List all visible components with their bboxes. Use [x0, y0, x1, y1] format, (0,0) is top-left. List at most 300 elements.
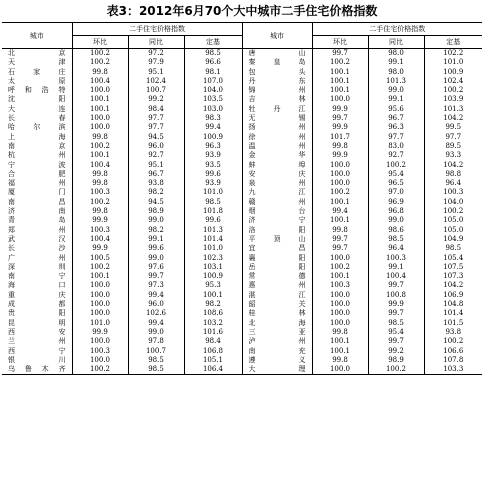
huanbi-value-right: 100.0 [312, 309, 368, 318]
table-row [2, 123, 482, 132]
tongbi-value-left: 97.3 [128, 281, 184, 290]
tongbi-value-right: 100.2 [368, 161, 424, 170]
huanbi-value-right: 99.7 [312, 114, 368, 123]
table-row [2, 319, 482, 328]
city-name-right: 洛 阳 [242, 226, 312, 235]
city-name-right: 烟 台 [242, 207, 312, 216]
huanbi-value-right: 100.2 [312, 263, 368, 272]
dingji-value-left: 104.0 [184, 86, 242, 95]
dingji-value-left: 106.8 [184, 347, 242, 356]
huanbi-value-left: 100.1 [72, 151, 128, 160]
dingji-value-right: 104.2 [424, 161, 482, 170]
huanbi-value-left: 100.0 [72, 300, 128, 309]
city-name-right: 韶 关 [242, 300, 312, 309]
tongbi-value-left: 100.7 [128, 86, 184, 95]
city-name-right: 泸 州 [242, 337, 312, 346]
tongbi-value-right: 96.5 [368, 179, 424, 188]
dingji-value-right: 107.8 [424, 356, 482, 365]
huanbi-value-right: 99.7 [312, 235, 368, 244]
city-name-left: 哈尔滨 [8, 123, 66, 132]
table-row [2, 272, 482, 281]
huanbi-header-right: 环比 [312, 36, 368, 49]
dingji-value-left: 106.4 [184, 365, 242, 375]
huanbi-value-left: 100.0 [72, 356, 128, 365]
dingji-value-right: 104.8 [424, 300, 482, 309]
city-name-right: 遵 义 [242, 356, 312, 365]
city-name-left: 深 圳 [8, 262, 66, 271]
tongbi-value-left: 99.7 [128, 272, 184, 281]
tongbi-value-right: 97.0 [368, 188, 424, 197]
city-name-right: 吉 林 [242, 95, 312, 104]
table-row [2, 291, 482, 300]
huanbi-value-right: 100.0 [312, 161, 368, 170]
table-row [2, 142, 482, 151]
dingji-value-right: 104.9 [424, 235, 482, 244]
tongbi-value-right: 98.0 [368, 49, 424, 59]
city-name-right: 岳 阳 [242, 263, 312, 272]
tongbi-value-left: 97.2 [128, 49, 184, 59]
dingji-value-left: 93.9 [184, 179, 242, 188]
city-name-right: 丹 东 [242, 77, 312, 86]
huanbi-value-right: 99.8 [312, 142, 368, 151]
city-name-left: 石家庄 [8, 67, 66, 76]
dingji-value-left: 108.6 [184, 309, 242, 318]
tongbi-value-right: 98.6 [368, 226, 424, 235]
table-row [2, 365, 482, 375]
city-name-left: 合 肥 [8, 169, 66, 178]
tongbi-value-left: 97.6 [128, 263, 184, 272]
huanbi-value-left: 99.8 [72, 133, 128, 142]
city-name-left: 武 汉 [8, 234, 66, 243]
dingji-value-right: 98.8 [424, 170, 482, 179]
dingji-value-right: 101.5 [424, 319, 482, 328]
city-name-left: 南 宁 [8, 272, 66, 281]
table-title: 表3：2012年6月70个大中城市二手住宅价格指数 [106, 4, 378, 18]
huanbi-value-left: 100.4 [72, 77, 128, 86]
tongbi-value-left: 94.5 [128, 133, 184, 142]
dingji-value-left: 102.3 [184, 254, 242, 263]
dingji-value-left: 99.6 [184, 216, 242, 225]
huanbi-value-right: 100.1 [312, 77, 368, 86]
city-name-right: 徐 州 [242, 133, 312, 142]
city-name-left: 重 庆 [8, 290, 66, 299]
tongbi-value-right: 100.4 [368, 272, 424, 281]
huanbi-value-left: 99.8 [72, 68, 128, 77]
huanbi-value-left: 100.1 [72, 272, 128, 281]
huanbi-value-left: 100.0 [72, 123, 128, 132]
huanbi-value-left: 100.4 [72, 235, 128, 244]
tongbi-value-right: 97.7 [368, 133, 424, 142]
city-name-left: 福 州 [8, 179, 66, 188]
huanbi-value-left: 100.5 [72, 254, 128, 263]
tongbi-value-right: 99.1 [368, 95, 424, 104]
tongbi-value-left: 94.5 [128, 198, 184, 207]
table-row [2, 263, 482, 272]
huanbi-value-left: 100.3 [72, 347, 128, 356]
city-header-left: 城市 [2, 23, 72, 49]
dingji-value-left: 98.5 [184, 49, 242, 59]
city-name-left: 南 昌 [8, 197, 66, 206]
huanbi-value-right: 99.9 [312, 123, 368, 132]
table-row [2, 356, 482, 365]
table-row [2, 216, 482, 225]
huanbi-header-left: 环比 [72, 36, 128, 49]
huanbi-value-left: 99.9 [72, 216, 128, 225]
table-row [2, 207, 482, 216]
city-name-left: 呼和浩特 [8, 86, 66, 95]
city-header-right: 城市 [242, 23, 312, 49]
huanbi-value-right: 99.8 [312, 356, 368, 365]
city-name-left: 乌鲁木齐 [2, 365, 72, 375]
huanbi-value-right: 99.8 [312, 226, 368, 235]
tongbi-value-left: 99.0 [128, 328, 184, 337]
tongbi-value-right: 99.0 [368, 216, 424, 225]
city-name-right: 湛 江 [242, 291, 312, 300]
table-row [2, 244, 482, 253]
huanbi-value-left: 100.4 [72, 161, 128, 170]
tongbi-value-left: 93.8 [128, 179, 184, 188]
city-name-left: 厦 门 [8, 188, 66, 197]
city-name-right: 温 州 [242, 142, 312, 151]
tongbi-value-right: 100.2 [368, 365, 424, 375]
dingji-value-left: 98.5 [184, 198, 242, 207]
huanbi-value-left: 100.2 [72, 198, 128, 207]
tongbi-value-right: 96.4 [368, 244, 424, 253]
tongbi-value-left: 98.5 [128, 365, 184, 375]
city-name-right: 九 江 [242, 188, 312, 197]
huanbi-value-right: 100.0 [312, 95, 368, 104]
table-row [2, 95, 482, 104]
huanbi-value-left: 100.2 [72, 58, 128, 67]
tongbi-value-left: 99.0 [128, 254, 184, 263]
city-name-right: 金 华 [242, 151, 312, 160]
dingji-value-left: 98.4 [184, 337, 242, 346]
tongbi-value-left: 97.7 [128, 114, 184, 123]
dingji-value-right: 100.2 [424, 86, 482, 95]
huanbi-value-left: 100.3 [72, 188, 128, 197]
dingji-value-right: 100.9 [424, 68, 482, 77]
huanbi-value-right: 99.7 [312, 49, 368, 59]
table-row [2, 114, 482, 123]
table-row [2, 133, 482, 142]
dingji-value-right: 107.5 [424, 263, 482, 272]
city-name-left: 银 川 [8, 355, 66, 364]
dingji-value-left: 101.6 [184, 328, 242, 337]
dingji-value-left: 105.1 [184, 356, 242, 365]
tongbi-value-left: 97.7 [128, 123, 184, 132]
tongbi-value-right: 95.4 [368, 328, 424, 337]
tongbi-value-right: 101.3 [368, 77, 424, 86]
table-row [2, 161, 482, 170]
huanbi-value-right: 100.1 [312, 337, 368, 346]
tongbi-value-right: 100.3 [368, 254, 424, 263]
dingji-value-left: 100.9 [184, 133, 242, 142]
dingji-value-right: 100.2 [424, 337, 482, 346]
huanbi-value-right: 100.1 [312, 347, 368, 356]
huanbi-value-left: 100.0 [72, 86, 128, 95]
tongbi-value-right: 99.7 [368, 337, 424, 346]
tongbi-value-right: 95.4 [368, 170, 424, 179]
table-row [2, 281, 482, 290]
tongbi-value-right: 99.7 [368, 281, 424, 290]
table-row [2, 309, 482, 318]
tongbi-value-right: 98.5 [368, 235, 424, 244]
dingji-value-right: 96.4 [424, 179, 482, 188]
huanbi-value-left: 100.2 [72, 142, 128, 151]
city-name-right: 三 亚 [242, 328, 312, 337]
city-name-left: 海 口 [8, 281, 66, 290]
dingji-value-left: 103.2 [184, 319, 242, 328]
dingji-value-right: 105.0 [424, 226, 482, 235]
dingji-value-right: 104.0 [424, 198, 482, 207]
huanbi-value-right: 99.8 [312, 328, 368, 337]
tongbi-value-right: 96.3 [368, 123, 424, 132]
table-row [2, 151, 482, 160]
huanbi-value-left: 100.2 [72, 365, 128, 375]
dingji-value-right: 93.8 [424, 328, 482, 337]
dingji-value-right: 103.9 [424, 95, 482, 104]
table-row [2, 337, 482, 346]
tongbi-value-left: 99.4 [128, 319, 184, 328]
city-name-left: 北 京 [8, 49, 66, 57]
city-name-right: 扬 州 [242, 123, 312, 132]
dingji-value-left: 107.0 [184, 77, 242, 86]
table-body [2, 49, 482, 375]
city-name-left: 长 沙 [8, 244, 66, 253]
city-name-left: 太 原 [8, 76, 66, 85]
city-name-left: 大 连 [8, 104, 66, 113]
dingji-value-left: 98.2 [184, 300, 242, 309]
dingji-value-left: 103.5 [184, 95, 242, 104]
city-name-left: 昆 明 [8, 318, 66, 327]
dingji-value-right: 93.3 [424, 151, 482, 160]
table-row [2, 86, 482, 95]
tongbi-value-left: 92.7 [128, 151, 184, 160]
dingji-value-right: 100.2 [424, 207, 482, 216]
huanbi-value-left: 99.8 [72, 179, 128, 188]
dingji-value-left: 93.5 [184, 161, 242, 170]
tongbi-value-left: 102.6 [128, 309, 184, 318]
dingji-value-right: 102.2 [424, 49, 482, 59]
tongbi-value-left: 97.8 [128, 337, 184, 346]
tongbi-value-left: 98.9 [128, 207, 184, 216]
price-index-table [2, 22, 482, 375]
huanbi-value-left: 99.8 [72, 170, 128, 179]
tongbi-header-right: 同比 [368, 36, 424, 49]
table-row [2, 347, 482, 356]
dingji-value-right: 107.3 [424, 272, 482, 281]
tongbi-value-left: 96.0 [128, 142, 184, 151]
city-name-left: 长 春 [8, 114, 66, 123]
city-name-left: 兰 州 [8, 337, 66, 346]
dingji-value-right: 103.3 [424, 365, 482, 375]
tongbi-value-left: 98.5 [128, 356, 184, 365]
table-row [2, 58, 482, 67]
dingji-value-right: 102.4 [424, 77, 482, 86]
dingji-value-left: 103.0 [184, 105, 242, 114]
city-name-right: 唐 山 [242, 49, 312, 59]
tongbi-value-left: 96.7 [128, 170, 184, 179]
city-name-left: 杭 州 [8, 151, 66, 160]
dingji-value-right: 101.0 [424, 58, 482, 67]
table-row [2, 68, 482, 77]
dingji-value-left: 95.3 [184, 281, 242, 290]
city-name-right: 常 德 [242, 272, 312, 281]
dingji-value-right: 105.4 [424, 254, 482, 263]
tongbi-value-left: 100.7 [128, 347, 184, 356]
huanbi-value-left: 99.9 [72, 244, 128, 253]
dingji-value-right: 89.5 [424, 142, 482, 151]
huanbi-value-right: 100.1 [312, 216, 368, 225]
tongbi-value-right: 98.0 [368, 68, 424, 77]
table-row [2, 300, 482, 309]
dingji-value-left: 103.1 [184, 263, 242, 272]
city-name-left: 西 安 [8, 327, 66, 336]
dingji-value-left: 98.3 [184, 114, 242, 123]
city-name-right: 南 充 [242, 347, 312, 356]
city-name-right: 安 庆 [242, 170, 312, 179]
dingji-header-right: 定基 [424, 36, 482, 49]
tongbi-value-right: 98.5 [368, 319, 424, 328]
tongbi-value-right: 99.7 [368, 309, 424, 318]
city-name-right: 牡丹江 [242, 105, 312, 114]
city-name-left: 青 岛 [8, 216, 66, 225]
city-name-right: 惠 州 [242, 281, 312, 290]
city-name-right: 赣 州 [242, 198, 312, 207]
city-name-left: 上 海 [8, 132, 66, 141]
tongbi-value-right: 99.2 [368, 347, 424, 356]
city-name-right: 桂 林 [242, 309, 312, 318]
tongbi-value-right: 83.0 [368, 142, 424, 151]
huanbi-value-left: 100.0 [72, 281, 128, 290]
tongbi-value-right: 96.7 [368, 114, 424, 123]
huanbi-value-left: 100.0 [72, 309, 128, 318]
huanbi-value-right: 99.7 [312, 244, 368, 253]
city-name-left: 广 州 [8, 253, 66, 262]
tongbi-value-right: 92.7 [368, 151, 424, 160]
huanbi-value-left: 100.2 [72, 263, 128, 272]
dingji-value-left: 93.9 [184, 151, 242, 160]
huanbi-value-right: 100.2 [312, 58, 368, 67]
tongbi-value-right: 98.9 [368, 356, 424, 365]
huanbi-value-right: 99.9 [312, 105, 368, 114]
tongbi-value-left: 96.0 [128, 300, 184, 309]
tongbi-value-right: 99.1 [368, 263, 424, 272]
dingji-header-left: 定基 [184, 36, 242, 49]
city-name-left: 南 京 [8, 141, 66, 150]
city-name-right: 锦 州 [242, 86, 312, 95]
table-row [2, 226, 482, 235]
huanbi-value-right: 100.1 [312, 86, 368, 95]
huanbi-value-right: 100.1 [312, 68, 368, 77]
city-name-right: 平顶山 [242, 235, 312, 244]
tongbi-value-right: 100.8 [368, 291, 424, 300]
huanbi-value-right: 100.1 [312, 198, 368, 207]
dingji-value-right: 100.3 [424, 188, 482, 197]
huanbi-value-right: 100.2 [312, 188, 368, 197]
huanbi-value-right: 100.0 [312, 179, 368, 188]
dingji-value-right: 104.2 [424, 114, 482, 123]
table-row [2, 170, 482, 179]
city-name-right: 秦皇岛 [242, 58, 312, 67]
huanbi-value-left: 100.0 [72, 291, 128, 300]
city-name-left: 天 津 [8, 58, 66, 67]
table-row [2, 254, 482, 263]
table-row [2, 235, 482, 244]
table-row [2, 77, 482, 86]
city-name-right: 北 海 [242, 319, 312, 328]
tongbi-value-left: 98.2 [128, 188, 184, 197]
dingji-value-left: 100.1 [184, 291, 242, 300]
tongbi-value-right: 96.9 [368, 198, 424, 207]
huanbi-value-left: 100.2 [72, 49, 128, 59]
tongbi-value-left: 99.0 [128, 216, 184, 225]
group-header-left: 二手住宅价格指数 [72, 23, 242, 36]
table-row [2, 188, 482, 197]
tongbi-value-right: 96.8 [368, 207, 424, 216]
city-name-right: 宜 昌 [242, 244, 312, 253]
tongbi-value-left: 98.2 [128, 226, 184, 235]
table-row [2, 105, 482, 114]
city-name-right: 襄 阳 [242, 254, 312, 263]
huanbi-value-left: 100.1 [72, 105, 128, 114]
table-row [2, 179, 482, 188]
huanbi-value-right: 101.7 [312, 133, 368, 142]
tongbi-value-left: 95.1 [128, 161, 184, 170]
city-name-left: 成 都 [8, 300, 66, 309]
huanbi-value-right: 100.1 [312, 272, 368, 281]
huanbi-value-left: 100.1 [72, 95, 128, 104]
dingji-value-right: 105.0 [424, 216, 482, 225]
huanbi-value-right: 100.0 [312, 254, 368, 263]
tongbi-value-left: 99.2 [128, 95, 184, 104]
city-name-left: 贵 阳 [8, 309, 66, 318]
dingji-value-left: 96.3 [184, 142, 242, 151]
city-name-left: 济 南 [8, 207, 66, 216]
huanbi-value-right: 99.9 [312, 151, 368, 160]
huanbi-value-right: 100.0 [312, 291, 368, 300]
dingji-value-left: 99.4 [184, 123, 242, 132]
huanbi-value-right: 100.3 [312, 281, 368, 290]
dingji-value-left: 101.0 [184, 244, 242, 253]
dingji-value-left: 101.8 [184, 207, 242, 216]
huanbi-value-left: 101.0 [72, 319, 128, 328]
huanbi-value-right: 99.4 [312, 207, 368, 216]
tongbi-value-left: 102.4 [128, 77, 184, 86]
tongbi-value-right: 99.1 [368, 58, 424, 67]
city-name-right: 蚌 埠 [242, 161, 312, 170]
tongbi-value-right: 95.6 [368, 105, 424, 114]
huanbi-value-left: 99.9 [72, 328, 128, 337]
city-name-right: 济 宁 [242, 216, 312, 225]
table-row [2, 198, 482, 207]
group-header-right: 二手住宅价格指数 [312, 23, 482, 36]
huanbi-value-left: 100.0 [72, 114, 128, 123]
city-name-right: 大 理 [242, 365, 312, 375]
tongbi-value-left: 97.9 [128, 58, 184, 67]
city-name-right: 包 头 [242, 68, 312, 77]
huanbi-value-left: 100.0 [72, 337, 128, 346]
dingji-value-left: 101.4 [184, 235, 242, 244]
dingji-value-right: 97.7 [424, 133, 482, 142]
city-name-left: 郑 州 [8, 225, 66, 234]
city-name-left: 西 宁 [8, 346, 66, 355]
huanbi-value-right: 100.0 [312, 300, 368, 309]
dingji-value-left: 100.9 [184, 272, 242, 281]
huanbi-value-right: 100.0 [312, 319, 368, 328]
dingji-value-right: 99.5 [424, 123, 482, 132]
huanbi-value-left: 99.8 [72, 207, 128, 216]
